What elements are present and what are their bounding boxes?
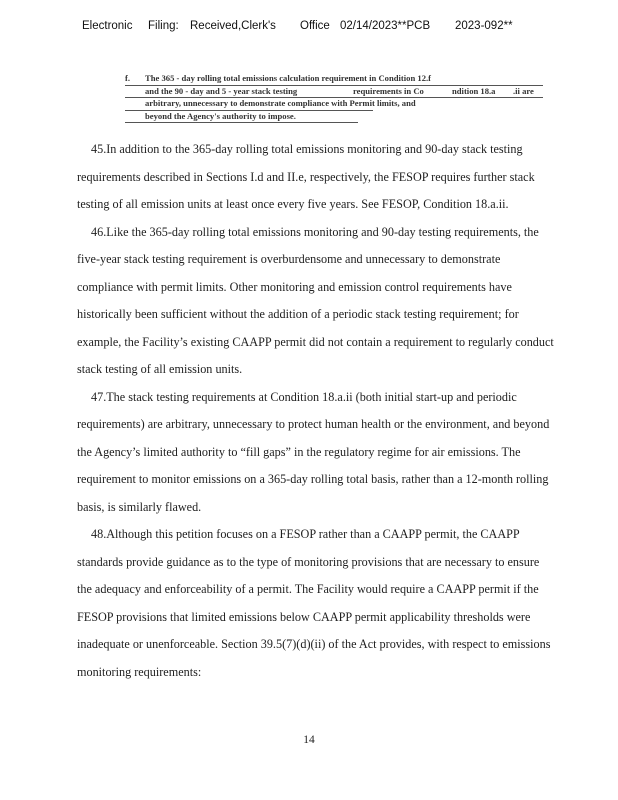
- paragraph-line: requirement to monitor emissions on a 365-day rolling total basis, rather than a 12-month rolling: [77, 472, 549, 486]
- excerpt-line-2: [125, 86, 543, 99]
- paragraph-line: example, the Facility’s existing CAAPP permit did not contain a requirement to regularly conduct: [77, 334, 554, 349]
- paragraph-line: compliance with permit limits. Other monitoring and emission control requirements have: [77, 279, 512, 294]
- paragraph-45: [77, 136, 587, 219]
- header-filing: Filing:: [148, 20, 179, 32]
- paragraph-line: stack testing of all emission units.: [77, 362, 243, 376]
- header-received: Received,Clerk's: [190, 20, 276, 32]
- excerpt-text-1: The 365 - day rolling total emissions calculation requirement in Condition 12.f: [145, 73, 431, 83]
- header-docket: 2023-092**: [455, 20, 513, 32]
- paragraph-line: testing of all emission units at least once every five years. See FESOP, Condition 18.a.ii.: [77, 197, 509, 211]
- paragraph-number: 48.: [91, 527, 107, 541]
- paragraph-number: 45.: [91, 142, 107, 156]
- excerpt-list-marker: f.: [125, 73, 131, 83]
- paragraph-line: standards provide guidance as to the type of monitoring provisions that are necessary to ensure: [77, 554, 540, 569]
- paragraph-text: Although this petition focuses on a FESOP rather than a CAAPP permit, the CAAPP: [106, 527, 520, 541]
- paragraph-line: [77, 521, 587, 549]
- page-number: 14: [303, 734, 315, 746]
- paragraph-48: [77, 521, 587, 686]
- excerpt-text-2c: ndition 18.a: [452, 85, 496, 96]
- efiling-header: [0, 20, 618, 38]
- paragraph-line: [77, 219, 587, 247]
- paragraph-line: [77, 384, 587, 412]
- paragraph-line: FESOP provisions that limited emissions below CAAPP permit applicability thresholds were: [77, 609, 531, 624]
- document-body: [77, 136, 587, 686]
- excerpt-text-2b: requirements in Co: [353, 85, 424, 96]
- paragraph-line: requirements) are arbitrary, unnecessary to protect human health or the environment, and beyond: [77, 417, 550, 431]
- paragraph-line: the adequacy and enforceability of a permit. The Facility would require a CAAPP permit if the: [77, 582, 539, 596]
- paragraph-line: requirements described in Sections I.d and II.e, respectively, the FESOP requires further stack: [77, 169, 535, 184]
- excerpt-text-2a: and the 90 - day and 5 - year stack testing: [145, 85, 298, 96]
- header-date: 02/14/2023**PCB: [340, 20, 431, 32]
- paragraph-text: In addition to the 365-day rolling total emissions monitoring and 90-day stack testing: [106, 142, 523, 156]
- excerpt-line-1: [125, 73, 543, 86]
- paragraph-line: basis, is similarly flawed.: [77, 499, 202, 514]
- paragraph-line: historically been sufficient without the addition of a periodic stack testing requirement; for: [77, 307, 519, 321]
- paragraph-line: five-year stack testing requirement is overburdensome and unnecessary to demonstrate: [77, 252, 501, 266]
- excerpt-text-3: arbitrary, unnecessary to demonstrate compliance with Permit limits, and: [145, 98, 416, 108]
- header-office: Office: [300, 20, 330, 32]
- excerpt-line-4: [125, 111, 358, 124]
- paragraph-line: monitoring requirements:: [77, 664, 202, 679]
- header-electronic: Electronic: [82, 20, 133, 32]
- paragraph-text: Like the 365-day rolling total emissions monitoring and 90-day testing requirements, the: [106, 224, 539, 239]
- quoted-issue-excerpt: [125, 73, 545, 123]
- paragraph-line: [77, 136, 587, 164]
- paragraph-number: 46.: [91, 224, 107, 239]
- paragraph-46: [77, 219, 587, 384]
- excerpt-text-2d: .ii are: [513, 85, 534, 96]
- paragraph-number: 47.: [91, 389, 107, 404]
- paragraph-47: [77, 384, 587, 522]
- excerpt-text-4: beyond the Agency's authority to impose.: [145, 110, 296, 121]
- paragraph-line: inadequate or unenforceable. Section 39.5(7)(d)(ii) of the Act provides, with respect to emissions: [77, 637, 551, 651]
- paragraph-text: The stack testing requirements at Condition 18.a.ii (both initial start-up and periodic: [106, 389, 517, 404]
- paragraph-line: the Agency’s limited authority to “fill gaps” in the regulatory regime for air emissions. The: [77, 444, 521, 459]
- excerpt-line-3: [125, 98, 416, 111]
